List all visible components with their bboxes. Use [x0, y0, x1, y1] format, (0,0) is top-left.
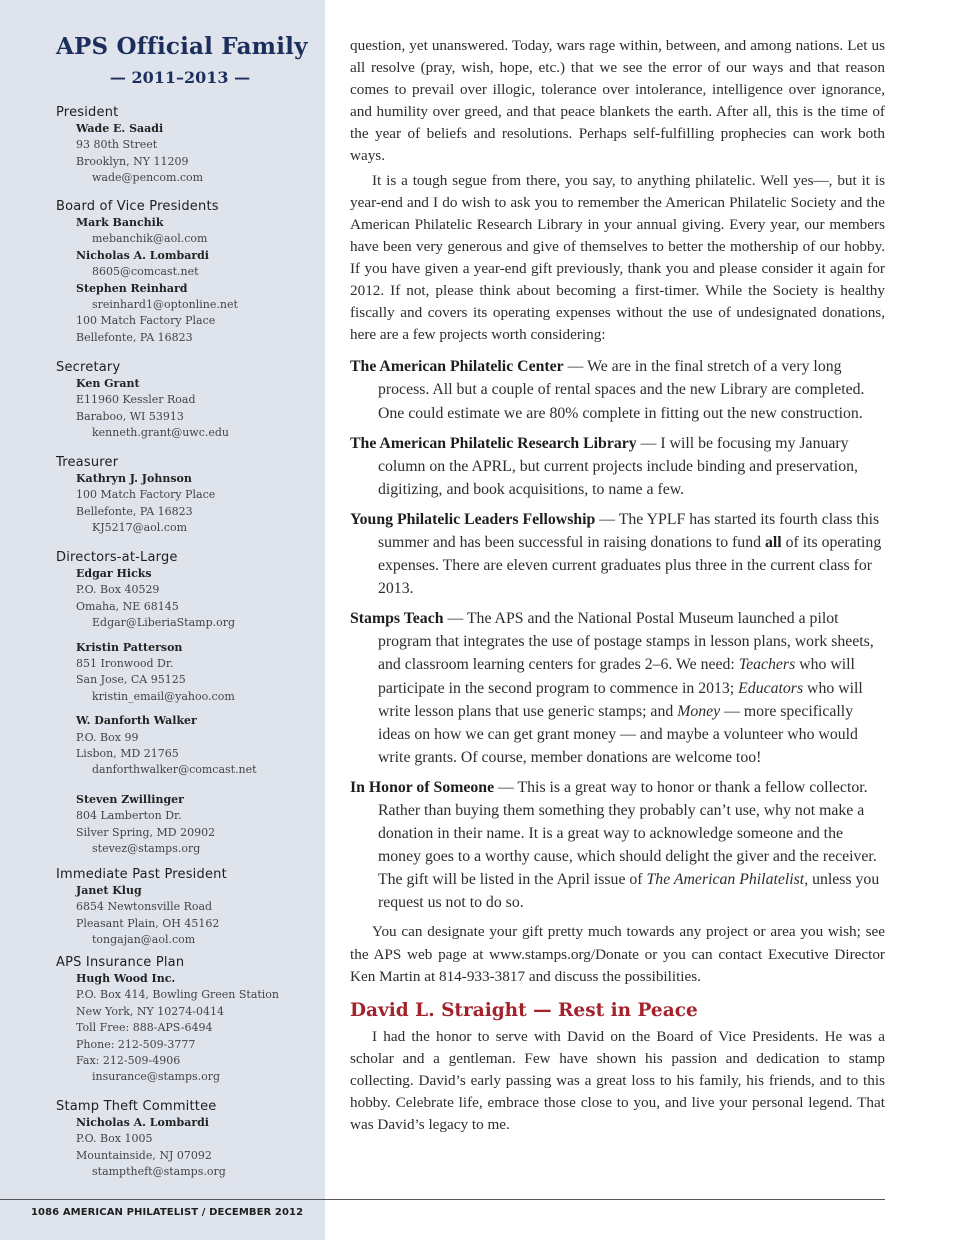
- address-line: Pleasant Plain, OH 45162: [76, 916, 220, 930]
- project-title: The American Philatelic Center: [350, 358, 564, 376]
- address-line: Bellefonte, PA 16823: [76, 504, 193, 518]
- project-title: Stamps Teach: [350, 610, 444, 628]
- project-title: Young Philatelic Leaders Fellowship: [350, 510, 596, 528]
- section-vice-presidents: [56, 198, 321, 346]
- email-link[interactable]: insurance@stamps.org: [92, 1070, 221, 1084]
- project-text: who will write lesson plans that use generic stamps; and: [378, 679, 863, 720]
- fax-line: Fax: 212-509-4906: [76, 1054, 181, 1068]
- emphasis: Educators: [738, 679, 804, 697]
- sidebar-title: APS Official Family: [56, 33, 308, 60]
- section-past-president: [56, 866, 321, 949]
- address-line: P.O. Box 40529: [76, 583, 160, 597]
- sidebar-officers: [0, 0, 325, 1240]
- email-link[interactable]: Edgar@LiberiaStamp.org: [92, 616, 236, 630]
- project-text: , unless you request us not to do so.: [378, 871, 880, 912]
- email-link[interactable]: stamptheft@stamps.org: [92, 1165, 226, 1179]
- project-item: [350, 607, 885, 769]
- project-text: — I will be focusing my January column on the APRL, but current projects include binding and preservation, digitizing, and book acquisitions, to name a few.: [378, 434, 858, 498]
- address-line: P.O. Box 99: [76, 730, 139, 744]
- address-line: Mountainside, NJ 07092: [76, 1148, 212, 1162]
- section-head: President: [56, 105, 119, 120]
- officer-name: Nicholas A. Lombardi: [76, 1116, 209, 1129]
- project-text: — more specifically ideas on how we can get grant money — and maybe a volunteer who would write grants. Of course, member donations are welcome too!: [378, 702, 858, 766]
- address-line: 851 Ironwood Dr.: [76, 657, 174, 671]
- project-text: — The YPLF has started its fourth class this summer and has been successful in raising donations to fund: [378, 510, 880, 551]
- address-line: Brooklyn, NY 11209: [76, 154, 189, 168]
- address-line: 100 Match Factory Place: [76, 488, 216, 502]
- section-insurance-plan: [56, 954, 321, 1086]
- officer-name: Nicholas A. Lombardi: [76, 248, 209, 262]
- project-title: The American Philatelic Research Library: [350, 434, 637, 452]
- section-secretary: [56, 359, 321, 442]
- address-line: San Jose, CA 95125: [76, 673, 186, 687]
- officer-name: Steven Zwillinger: [76, 792, 184, 806]
- officer-name: Stephen Reinhard: [76, 281, 188, 295]
- address-line: Bellefonte, PA 16823: [76, 330, 193, 344]
- email-link[interactable]: tongajan@aol.com: [92, 933, 196, 947]
- section-president: [56, 104, 321, 187]
- paragraph: You can designate your gift pretty much towards any project or area you wish; see the APS web page at www.stamps.org/Donate or you can contact Executive Director Ken Martin at 814-933-3817 and discuss the possibilities.: [350, 923, 885, 985]
- address-line: Omaha, NE 68145: [76, 599, 179, 613]
- address-line: 100 Match Factory Place: [76, 314, 216, 328]
- project-text: of its operating expenses. There are eleven current graduates plus three in the current class for 2013.: [378, 533, 882, 598]
- officer-name: Ken Grant: [76, 377, 140, 390]
- section-head: Secretary: [56, 360, 121, 375]
- address-line: P.O. Box 414, Bowling Green Station: [76, 988, 280, 1002]
- emphasis: Teachers: [738, 656, 796, 674]
- section-stamp-theft: [56, 1098, 321, 1181]
- section-directors: [56, 549, 321, 858]
- project-text: — This is a great way to honor or thank a fellow collector. Rather than buying them something they probably can’t use, why not make a donation in their name. It is a great way to acknowledge someone and the money goes to a worthy cause, which should delight the giver and the receiver. The gift will be listed in the April issue of: [378, 778, 877, 889]
- address-line: 93 80th Street: [76, 138, 158, 152]
- page-footer: 1086 AMERICAN PHILATELIST / DECEMBER 2012: [31, 1207, 304, 1218]
- address-line: 6854 Newtonsville Road: [76, 900, 213, 914]
- email-link[interactable]: stevez@stamps.org: [92, 842, 201, 856]
- address-line: Lisbon, MD 21765: [76, 747, 179, 761]
- officer-name: Kathryn J. Johnson: [76, 472, 192, 485]
- officer-name: Edgar Hicks: [76, 567, 152, 580]
- project-text: who will participate in the second program to commence in 2013;: [378, 656, 855, 697]
- section-head: Treasurer: [56, 455, 119, 470]
- paragraph: It is a tough segue from there, you say, to anything philatelic. Well yes—, but it is year-end and I do wish to ask you to remember the American Philatelic Society and the American Philatelic Research Library in your annual giving. Every year, our members have been very generous and give of themselves to better the mothership of our hobby. If you have given a year-end gift previously, thank you and please consider it again for 2012. If not, please think about becoming a first-timer. While the Society is healthy fiscally and covers its operating expenses without the use of undesignated donations, here are a few projects worth considering:: [350, 171, 885, 344]
- officer-name: Kristin Patterson: [76, 640, 183, 654]
- project-text: — The APS and the National Postal Museum launched a pilot program that integrates the use of postage stamps in lesson plans, work sheets, and classroom learning centers for grades 2–6. We need:: [378, 610, 874, 674]
- emphasis: all: [764, 533, 782, 551]
- article-body: [350, 35, 885, 1136]
- section-heading: David L. Straight — Rest in Peace: [350, 999, 698, 1021]
- address-line: P.O. Box 1005: [76, 1132, 153, 1146]
- project-title: In Honor of Someone: [350, 778, 495, 796]
- officer-name: Janet Klug: [76, 884, 142, 897]
- email-link[interactable]: danforthwalker@comcast.net: [92, 763, 257, 777]
- email-link[interactable]: wade@pencom.com: [92, 171, 204, 185]
- officer-name: Wade E. Saadi: [76, 122, 164, 135]
- address-line: New York, NY 10274-0414: [76, 1004, 224, 1018]
- email-link[interactable]: sreinhard1@optonline.net: [92, 298, 238, 312]
- address-line: Baraboo, WI 53913: [76, 409, 184, 423]
- sidebar-years: — 2011–2013 —: [109, 68, 251, 87]
- emphasis: Money: [677, 702, 721, 720]
- section-head: Board of Vice Presidents: [56, 199, 219, 214]
- footer-rule: [0, 1199, 885, 1200]
- address-line: E11960 Kessler Road: [76, 393, 196, 407]
- project-item: [350, 432, 885, 501]
- email-link[interactable]: kristin_email@yahoo.com: [92, 689, 235, 703]
- email-link[interactable]: kenneth.grant@uwc.edu: [92, 426, 230, 440]
- paragraph: I had the honor to serve with David on the Board of Vice Presidents. He was a scholar and a gentleman. Few have shown his passion and dedication to stamp collecting. David’s early passing was a great loss to his family, his friends, and to this hobby. Celebrate life, embrace those close to you, and live your personal legend. That was David’s legacy to me.: [350, 1027, 885, 1134]
- project-item: [350, 776, 885, 915]
- address-line: 804 Lamberton Dr.: [76, 809, 182, 823]
- email-link[interactable]: mebanchik@aol.com: [92, 232, 208, 246]
- officer-name: Hugh Wood Inc.: [76, 972, 176, 985]
- section-head: APS Insurance Plan: [56, 955, 185, 970]
- project-item: [350, 508, 885, 600]
- section-head: Immediate Past President: [56, 867, 227, 882]
- phone-line: Phone: 212-509-3777: [76, 1037, 196, 1051]
- paragraph: question, yet unanswered. Today, wars rage within, between, and among nations. Let us all resolve (pray, wish, hope, etc.) that we see the error of our ways and that reason comes to prevail over illogic, tolerance over intolerance, intelligence over ignorance, and humility over greed, and that peace blankets the earth. After all, this is the time of the year of beliefs and resolutions. Perhaps self-fulfilling prophecies can work both ways.: [350, 37, 885, 165]
- project-item: [350, 355, 885, 424]
- email-link[interactable]: 8605@comcast.net: [92, 265, 199, 279]
- section-head: Stamp Theft Committee: [56, 1099, 217, 1114]
- section-head: Directors-at-Large: [56, 550, 178, 565]
- phone-line: Toll Free: 888-APS-6494: [76, 1021, 213, 1035]
- publication-title: The American Philatelist: [646, 871, 805, 889]
- project-text: — We are in the final stretch of a very long process. All but a couple of rental spaces and the new Library are completed. One could estimate we are 80% complete in fitting out the new construction.: [378, 358, 865, 422]
- section-treasurer: [56, 454, 321, 537]
- officer-name: W. Danforth Walker: [76, 714, 197, 728]
- officer-name: Mark Banchik: [76, 216, 164, 229]
- email-link[interactable]: KJ5217@aol.com: [92, 521, 188, 535]
- address-line: Silver Spring, MD 20902: [76, 825, 216, 839]
